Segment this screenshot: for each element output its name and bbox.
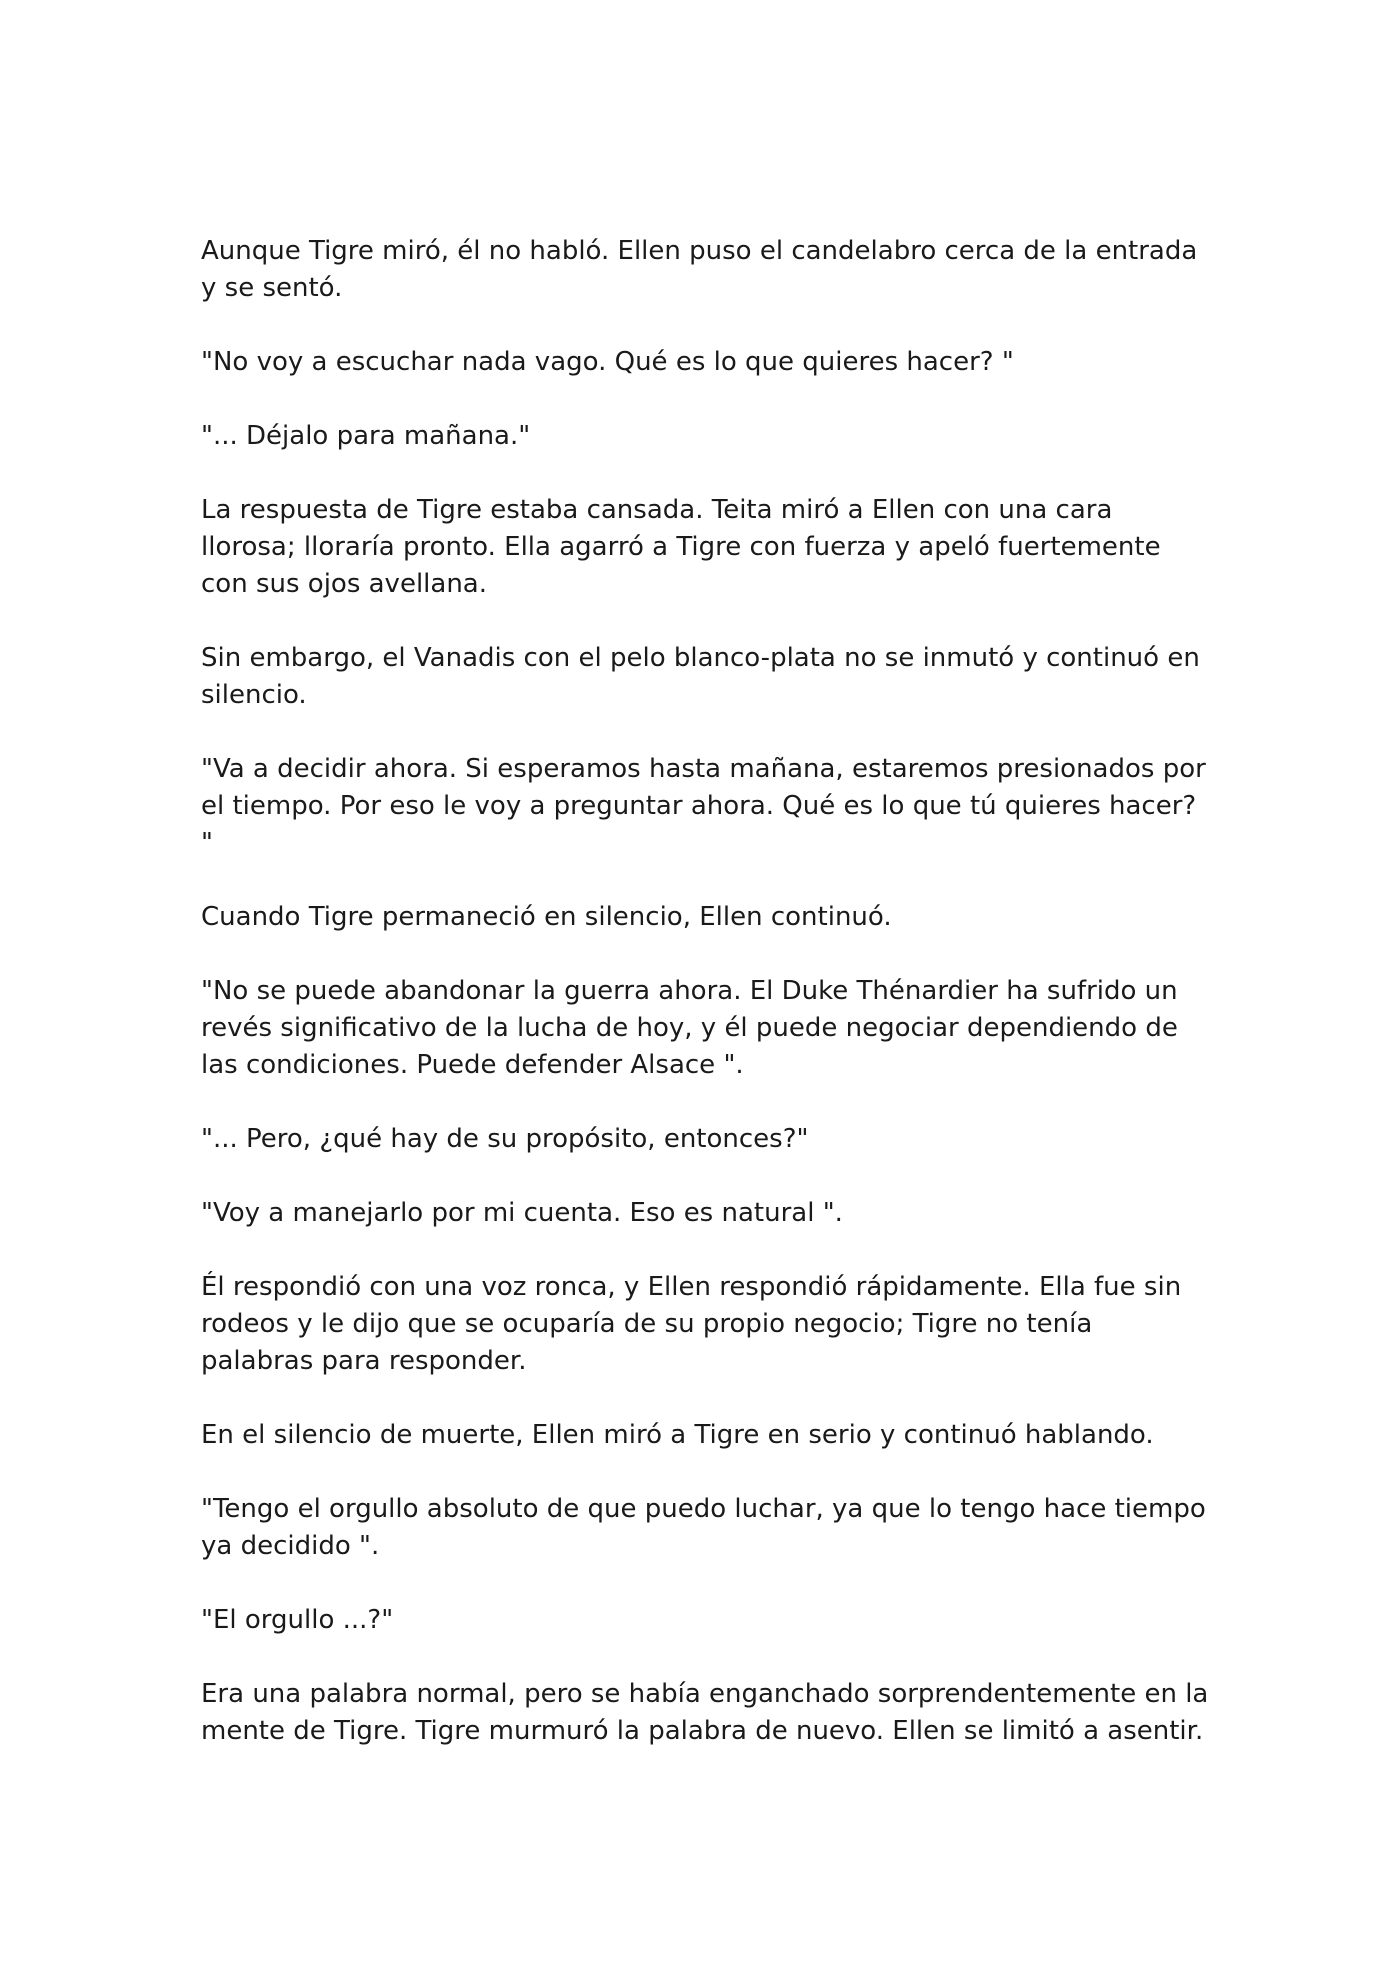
paragraph: "Voy a manejarlo por mi cuenta. Eso es natural ". — [201, 1198, 843, 1228]
paragraph: "Tengo el orgullo absoluto de que puedo luchar, ya que lo tengo hace tiempo ya decidido ". — [201, 1494, 1206, 1561]
paragraph: "... Pero, ¿qué hay de su propósito, entonces?" — [201, 1124, 809, 1154]
paragraph: La respuesta de Tigre estaba cansada. Teita miró a Ellen con una cara llorosa; lloraría pronto. Ella agarró a Tigre con fuerza y apeló fuertemente con sus ojos avellana. — [201, 495, 1161, 599]
paragraph: Él respondió con una voz ronca, y Ellen respondió rápidamente. Ella fue sin rodeos y le dijo que se ocuparía de su propio negocio; Tigre no tenía palabras para responder. — [201, 1272, 1182, 1376]
paragraph: "No se puede abandonar la guerra ahora. El Duke Thénardier ha sufrido un revés significativo de la lucha de hoy, y él puede negociar dependiendo de las condiciones. Puede defender Alsace ". — [201, 976, 1178, 1080]
document-body — [201, 233, 1211, 1787]
paragraph: "Va a decidir ahora. Si esperamos hasta mañana, estaremos presionados por el tiempo. Por eso le voy a preguntar ahora. Qué es lo que tú quieres hacer? " — [201, 754, 1206, 858]
paragraph: Aunque Tigre miró, él no habló. Ellen puso el candelabro cerca de la entrada y se sentó. — [201, 236, 1198, 303]
paragraph: Era una palabra normal, pero se había enganchado sorprendentemente en la mente de Tigre. Tigre murmuró la palabra de nuevo. Ellen se limitó a asentir. — [201, 1679, 1209, 1746]
paragraph: Sin embargo, el Vanadis con el pelo blanco-plata no se inmutó y continuó en silencio. — [201, 643, 1200, 710]
paragraph: En el silencio de muerte, Ellen miró a Tigre en serio y continuó hablando. — [201, 1420, 1154, 1450]
paragraph: Cuando Tigre permaneció en silencio, Ellen continuó. — [201, 902, 892, 932]
paragraph: "... Déjalo para mañana." — [201, 421, 531, 451]
paragraph: "El orgullo ...?" — [201, 1605, 394, 1635]
paragraph: "No voy a escuchar nada vago. Qué es lo que quieres hacer? " — [201, 347, 1014, 377]
